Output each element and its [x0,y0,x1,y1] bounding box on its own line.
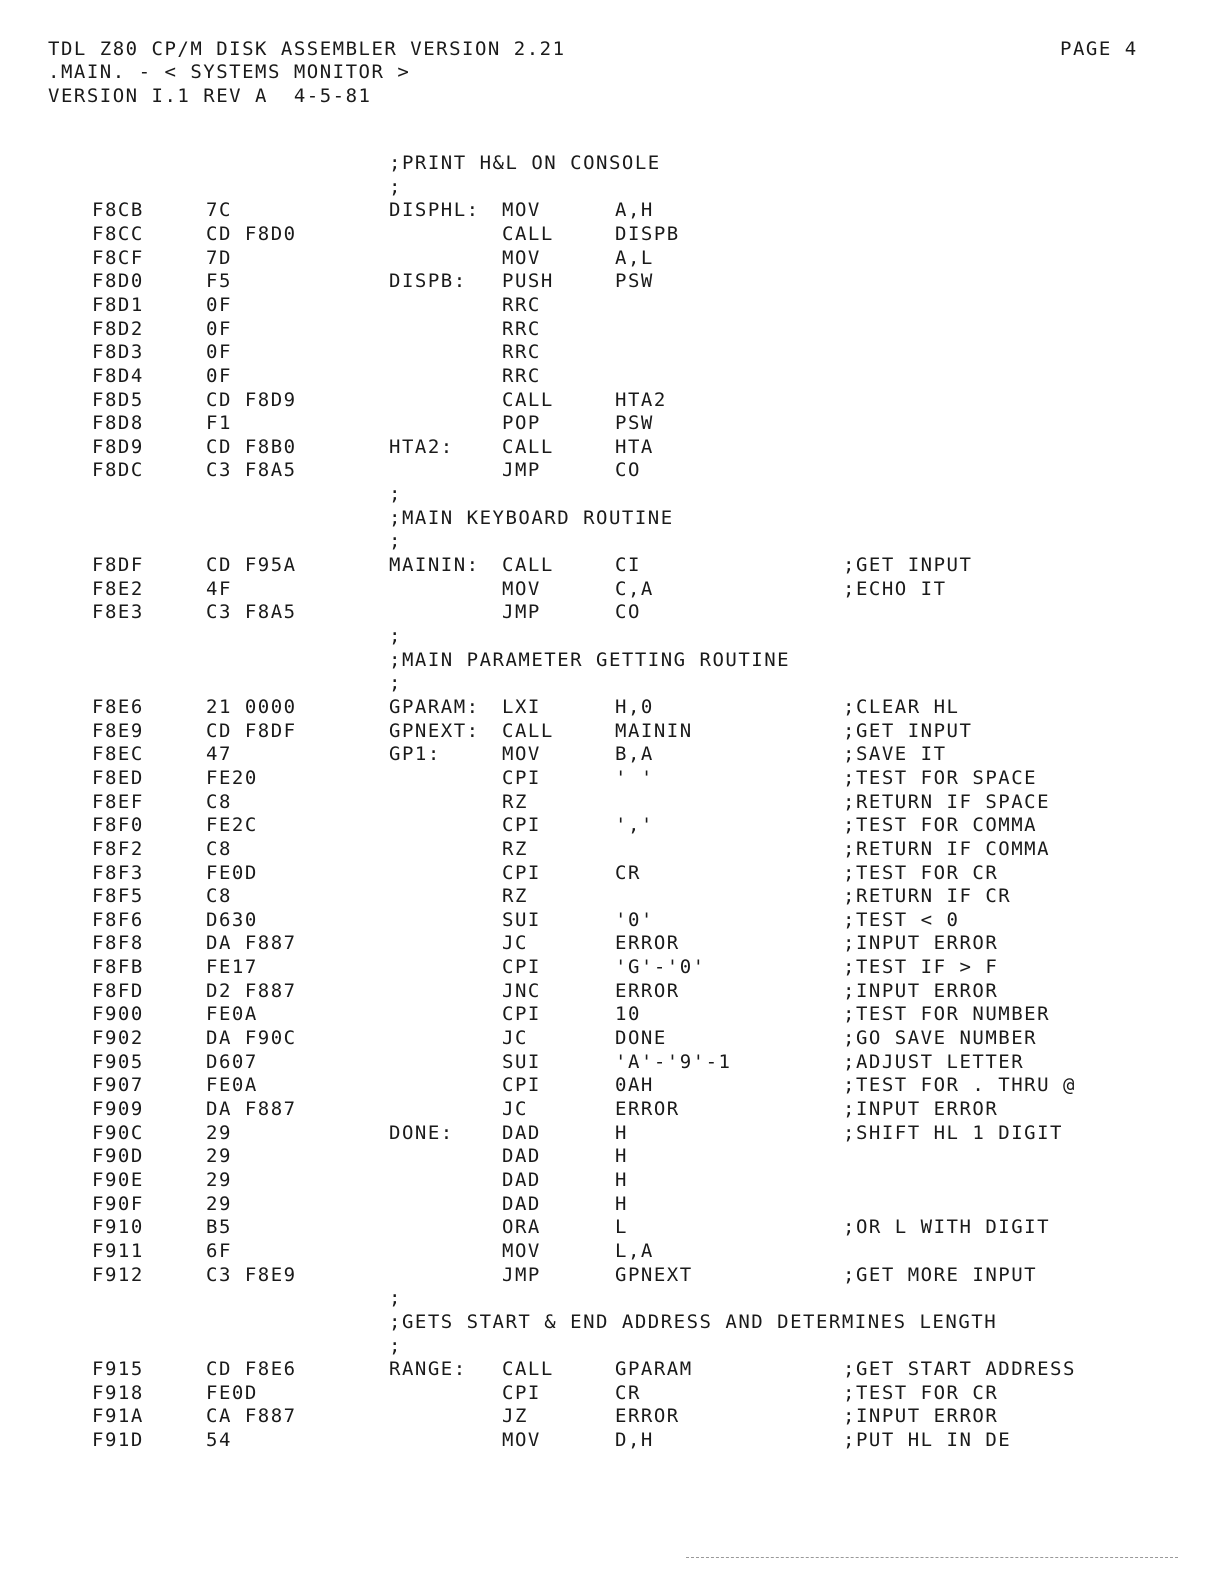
operand: ERROR [615,980,680,1002]
opcode: RZ [502,791,528,813]
comment: ;ECHO IT [843,578,947,600]
address: F8D3 [92,341,144,363]
code-line [0,318,1225,342]
address: F8F5 [92,885,144,907]
operand: 'G'-'0' [615,956,706,978]
comment-text: ; [389,176,402,198]
operand: HTA [615,436,654,458]
object-code: DA F887 [206,932,297,954]
object-code: 47 [206,743,232,765]
object-code: F1 [206,412,232,434]
address: F8F8 [92,932,144,954]
comment-line [0,1335,1225,1359]
code-line [0,720,1225,744]
operand: HTA2 [615,389,667,411]
opcode: RZ [502,885,528,907]
opcode: ORA [502,1216,541,1238]
comment: ;GET INPUT [843,720,973,742]
operand: ' ' [615,767,654,789]
operand: DONE [615,1027,667,1049]
comment: ;TEST FOR COMMA [843,814,1038,836]
opcode: MOV [502,247,541,269]
object-code: 29 [206,1193,232,1215]
code-line [0,885,1225,909]
object-code: FE2C [206,814,258,836]
address: F8D9 [92,436,144,458]
opcode: RRC [502,294,541,316]
comment-line [0,649,1225,673]
address: F8F0 [92,814,144,836]
operand: A,H [615,199,654,221]
object-code: 0F [206,341,232,363]
object-code: 0F [206,294,232,316]
opcode: SUI [502,909,541,931]
code-line [0,389,1225,413]
object-code: FE0D [206,862,258,884]
opcode: JC [502,1098,528,1120]
operand: CO [615,459,641,481]
opcode: CPI [502,862,541,884]
operand: 'A'-'9'-1 [615,1051,732,1073]
opcode: MOV [502,578,541,600]
operand: L,A [615,1240,654,1262]
comment: ;OR L WITH DIGIT [843,1216,1051,1238]
address: F8FD [92,980,144,1002]
opcode: JNC [502,980,541,1002]
address: F8D8 [92,412,144,434]
comment-line [0,176,1225,200]
opcode: CPI [502,814,541,836]
comment: ;INPUT ERROR [843,1405,999,1427]
address: F8EF [92,791,144,813]
address: F8E6 [92,696,144,718]
address: F90E [92,1169,144,1191]
comment-text: ;MAIN PARAMETER GETTING ROUTINE [389,649,791,671]
footer-rule [686,1557,1178,1558]
comment-line [0,625,1225,649]
object-code: B5 [206,1216,232,1238]
comment-line [0,507,1225,531]
operand: CR [615,862,641,884]
object-code: DA F90C [206,1027,297,1049]
address: F90D [92,1145,144,1167]
address: F8DC [92,459,144,481]
object-code: 29 [206,1122,232,1144]
address: F8E2 [92,578,144,600]
code-line [0,365,1225,389]
opcode: CALL [502,389,554,411]
code-line [0,696,1225,720]
operand: ERROR [615,1405,680,1427]
opcode: CALL [502,436,554,458]
object-code: CD F8D9 [206,389,297,411]
address: F8CC [92,223,144,245]
comment-text: ;PRINT H&L ON CONSOLE [389,152,661,174]
object-code: C8 [206,838,232,860]
opcode: SUI [502,1051,541,1073]
address: F8ED [92,767,144,789]
address: F90F [92,1193,144,1215]
label: DISPB: [389,270,467,292]
address: F905 [92,1051,144,1073]
opcode: JMP [502,1264,541,1286]
code-line [0,1003,1225,1027]
address: F91A [92,1405,144,1427]
code-line [0,909,1225,933]
address: F910 [92,1216,144,1238]
comment: ;TEST FOR . THRU @ [843,1074,1076,1096]
opcode: CALL [502,1358,554,1380]
address: F90C [92,1122,144,1144]
address: F911 [92,1240,144,1262]
code-line [0,1193,1225,1217]
module-title: .MAIN. - < SYSTEMS MONITOR > [48,61,411,83]
comment: ;TEST < 0 [843,909,960,931]
label: MAININ: [389,554,480,576]
comment-line [0,483,1225,507]
object-code: FE20 [206,767,258,789]
address: F915 [92,1358,144,1380]
object-code: CD F8E6 [206,1358,297,1380]
label: RANGE: [389,1358,467,1380]
address: F8D5 [92,389,144,411]
object-code: 29 [206,1145,232,1167]
code-line [0,578,1225,602]
operand: MAININ [615,720,693,742]
code-line [0,956,1225,980]
operand: H,0 [615,696,654,718]
object-code: CD F95A [206,554,297,576]
address: F8D2 [92,318,144,340]
comment: ;INPUT ERROR [843,932,999,954]
address: F918 [92,1382,144,1404]
code-line [0,1051,1225,1075]
comment: ;CLEAR HL [843,696,960,718]
code-line [0,743,1225,767]
object-code: C8 [206,791,232,813]
comment: ;GET START ADDRESS [843,1358,1076,1380]
object-code: 4F [206,578,232,600]
comment: ;GO SAVE NUMBER [843,1027,1038,1049]
operand: ',' [615,814,654,836]
operand: CR [615,1382,641,1404]
code-line [0,767,1225,791]
address: F8F2 [92,838,144,860]
comment: ;INPUT ERROR [843,1098,999,1120]
comment-text: ; [389,672,402,694]
object-code: D607 [206,1051,258,1073]
opcode: RRC [502,318,541,340]
operand: GPNEXT [615,1264,693,1286]
code-line [0,1358,1225,1382]
code-line [0,1122,1225,1146]
object-code: DA F887 [206,1098,297,1120]
address: F8E9 [92,720,144,742]
opcode: DAD [502,1122,541,1144]
object-code: CD F8D0 [206,223,297,245]
object-code: FE0A [206,1003,258,1025]
object-code: FE0D [206,1382,258,1404]
comment: ;ADJUST LETTER [843,1051,1025,1073]
code-line [0,436,1225,460]
address: F8E3 [92,601,144,623]
address: F8F3 [92,862,144,884]
opcode: DAD [502,1193,541,1215]
comment-text: ;MAIN KEYBOARD ROUTINE [389,507,674,529]
code-line [0,1240,1225,1264]
code-line [0,1216,1225,1240]
address: F8DF [92,554,144,576]
comment-line [0,672,1225,696]
comment-text: ; [389,530,402,552]
opcode: CPI [502,1074,541,1096]
opcode: CALL [502,554,554,576]
comment: ;RETURN IF SPACE [843,791,1051,813]
comment-text: ; [389,483,402,505]
comment: ;RETURN IF COMMA [843,838,1051,860]
object-code: 7C [206,199,232,221]
page-number: PAGE 4 [1060,38,1138,60]
operand: H [615,1193,628,1215]
comment-text: ; [389,1335,402,1357]
comment: ;TEST FOR NUMBER [843,1003,1051,1025]
operand: ERROR [615,932,680,954]
operand: GPARAM [615,1358,693,1380]
code-line [0,294,1225,318]
code-line [0,1382,1225,1406]
object-code: 6F [206,1240,232,1262]
opcode: MOV [502,743,541,765]
object-code: CD F8B0 [206,436,297,458]
address: F8EC [92,743,144,765]
comment: ;TEST IF > F [843,956,999,978]
code-line [0,601,1225,625]
operand: CO [615,601,641,623]
object-code: D630 [206,909,258,931]
comment-text: ; [389,1287,402,1309]
address: F909 [92,1098,144,1120]
object-code: CD F8DF [206,720,297,742]
object-code: C8 [206,885,232,907]
opcode: MOV [502,1429,541,1451]
comment: ;SAVE IT [843,743,947,765]
address: F912 [92,1264,144,1286]
object-code: F5 [206,270,232,292]
comment: ;SHIFT HL 1 DIGIT [843,1122,1063,1144]
code-line [0,791,1225,815]
code-line [0,814,1225,838]
code-line [0,412,1225,436]
operand: D,H [615,1429,654,1451]
code-line [0,838,1225,862]
label: DONE: [389,1122,454,1144]
label: GP1: [389,743,441,765]
code-line [0,1264,1225,1288]
comment-text: ;GETS START & END ADDRESS AND DETERMINES LENGTH [389,1311,998,1333]
listing-title: TDL Z80 CP/M DISK ASSEMBLER VERSION 2.21 [48,38,566,60]
operand: H [615,1145,628,1167]
address: F8D0 [92,270,144,292]
address: F902 [92,1027,144,1049]
operand: H [615,1169,628,1191]
opcode: LXI [502,696,541,718]
code-line [0,862,1225,886]
operand: CI [615,554,641,576]
address: F900 [92,1003,144,1025]
opcode: JC [502,932,528,954]
comment-line [0,152,1225,176]
comment-line [0,1311,1225,1335]
operand: DISPB [615,223,680,245]
opcode: MOV [502,199,541,221]
code-line [0,341,1225,365]
address: F8FB [92,956,144,978]
opcode: CPI [502,1003,541,1025]
label: GPNEXT: [389,720,480,742]
opcode: RZ [502,838,528,860]
opcode: JMP [502,459,541,481]
object-code: C3 F8E9 [206,1264,297,1286]
opcode: JMP [502,601,541,623]
opcode: DAD [502,1145,541,1167]
code-line [0,554,1225,578]
comment: ;TEST FOR CR [843,1382,999,1404]
operand: PSW [615,412,654,434]
object-code: FE17 [206,956,258,978]
code-line [0,247,1225,271]
code-line [0,223,1225,247]
address: F8D1 [92,294,144,316]
code-line [0,932,1225,956]
label: HTA2: [389,436,454,458]
object-code: 7D [206,247,232,269]
operand: C,A [615,578,654,600]
object-code: 54 [206,1429,232,1451]
address: F907 [92,1074,144,1096]
comment: ;TEST FOR CR [843,862,999,884]
code-line [0,270,1225,294]
opcode: CPI [502,1382,541,1404]
operand: B,A [615,743,654,765]
operand: 10 [615,1003,641,1025]
opcode: POP [502,412,541,434]
code-line [0,459,1225,483]
address: F8F6 [92,909,144,931]
opcode: CPI [502,956,541,978]
object-code: 0F [206,318,232,340]
comment: ;RETURN IF CR [843,885,1012,907]
code-line [0,199,1225,223]
object-code: FE0A [206,1074,258,1096]
label: DISPHL: [389,199,480,221]
code-line [0,1074,1225,1098]
opcode: MOV [502,1240,541,1262]
address: F91D [92,1429,144,1451]
comment: ;PUT HL IN DE [843,1429,1012,1451]
operand: ERROR [615,1098,680,1120]
comment: ;GET MORE INPUT [843,1264,1038,1286]
opcode: RRC [502,341,541,363]
operand: '0' [615,909,654,931]
opcode: CPI [502,767,541,789]
opcode: RRC [502,365,541,387]
comment: ;GET INPUT [843,554,973,576]
object-code: CA F887 [206,1405,297,1427]
opcode: PUSH [502,270,554,292]
code-line [0,1145,1225,1169]
operand: L [615,1216,628,1238]
label: GPARAM: [389,696,480,718]
object-code: 0F [206,365,232,387]
code-line [0,1169,1225,1193]
opcode: CALL [502,223,554,245]
opcode: CALL [502,720,554,742]
code-line [0,1405,1225,1429]
opcode: JC [502,1027,528,1049]
code-line [0,1098,1225,1122]
comment-text: ; [389,625,402,647]
code-line [0,1429,1225,1453]
object-code: D2 F887 [206,980,297,1002]
comment: ;INPUT ERROR [843,980,999,1002]
address: F8CB [92,199,144,221]
comment-line [0,1287,1225,1311]
object-code: 29 [206,1169,232,1191]
operand: PSW [615,270,654,292]
operand: 0AH [615,1074,654,1096]
object-code: 21 0000 [206,696,297,718]
comment: ;TEST FOR SPACE [843,767,1038,789]
operand: H [615,1122,628,1144]
version-line: VERSION I.1 REV A 4-5-81 [48,85,372,107]
code-line [0,980,1225,1004]
address: F8D4 [92,365,144,387]
object-code: C3 F8A5 [206,601,297,623]
operand: A,L [615,247,654,269]
code-line [0,1027,1225,1051]
opcode: JZ [502,1405,528,1427]
comment-line [0,530,1225,554]
opcode: DAD [502,1169,541,1191]
address: F8CF [92,247,144,269]
object-code: C3 F8A5 [206,459,297,481]
